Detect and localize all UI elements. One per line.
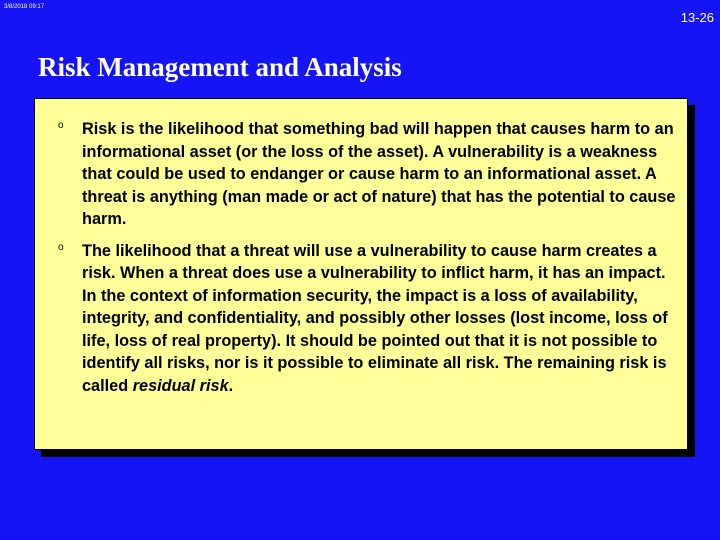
bullet-marker: o bbox=[58, 120, 64, 131]
bullet-marker: o bbox=[58, 241, 64, 253]
bullet-list bbox=[55, 118, 677, 406]
bullet-item bbox=[55, 240, 677, 398]
bullet-text bbox=[82, 240, 677, 398]
bullet-text-body: Risk is the likelihood that something bad will happen that causes harm to an informational asset (or the loss of the asset). A vulnerability is a weakness that could be used to endanger or cause harm to an informational asset. A threat is anything (man made or act of nature) that has the potential to cause harm. bbox=[82, 120, 676, 228]
bullet-text-body: The likelihood that a threat will use a vulnerability to cause harm creates a risk. When a threat does use a vulnerability to inflict harm, it has an impact. In the context of information security, the impact is a loss of availability, integrity, and confidentiality, and possibly other losses (lost income, loss of life, loss of real property). It should be pointed out that it is not possible to identify all risks, nor is it possible to eliminate all risk. The remaining risk is called bbox=[82, 241, 668, 395]
slide-number: 13-26 bbox=[680, 10, 714, 25]
bullet-text-tail: . bbox=[228, 376, 234, 395]
datestamp: 3/8/2018 09:17 bbox=[4, 4, 45, 10]
bullet-text-emphasis: residual risk bbox=[132, 376, 229, 395]
bullet-text bbox=[82, 118, 677, 231]
bullet-item bbox=[55, 118, 677, 231]
slide-title: Risk Management and Analysis bbox=[38, 52, 402, 82]
content-box bbox=[34, 98, 688, 450]
